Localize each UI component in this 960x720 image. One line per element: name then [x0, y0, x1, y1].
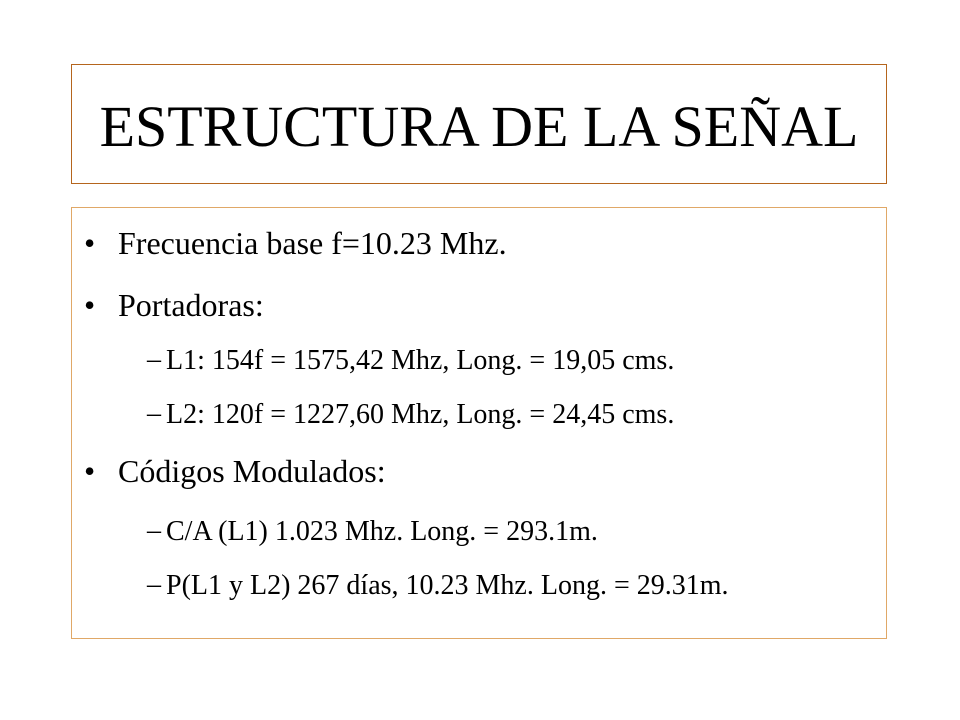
- bullet-marker: •: [84, 453, 96, 489]
- dash-marker: –: [147, 398, 161, 429]
- dash-marker: –: [147, 569, 161, 600]
- dash-marker: –: [147, 344, 161, 375]
- title-box: [71, 64, 887, 184]
- sub-bullet-text: P(L1 y L2) 267 días, 10.23 Mhz. Long. = 29.31m.: [166, 570, 729, 601]
- dash-marker: –: [147, 515, 161, 546]
- bullet-text: Códigos Modulados:: [118, 453, 386, 489]
- content-box: [71, 207, 887, 639]
- sub-bullet-text: L1: 154f = 1575,42 Mhz, Long. = 19,05 cms.: [166, 345, 675, 376]
- bullet-marker: •: [84, 225, 96, 261]
- sub-bullet-text: L2: 120f = 1227,60 Mhz, Long. = 24,45 cms.: [166, 399, 675, 430]
- bullet-text: Portadoras:: [118, 287, 264, 323]
- bullet-text: Frecuencia base f=10.23 Mhz.: [118, 225, 507, 261]
- bullet-marker: •: [84, 287, 96, 323]
- sub-bullet-text: C/A (L1) 1.023 Mhz. Long. = 293.1m.: [166, 516, 598, 547]
- slide-title: ESTRUCTURA DE LA SEÑAL: [99, 93, 859, 159]
